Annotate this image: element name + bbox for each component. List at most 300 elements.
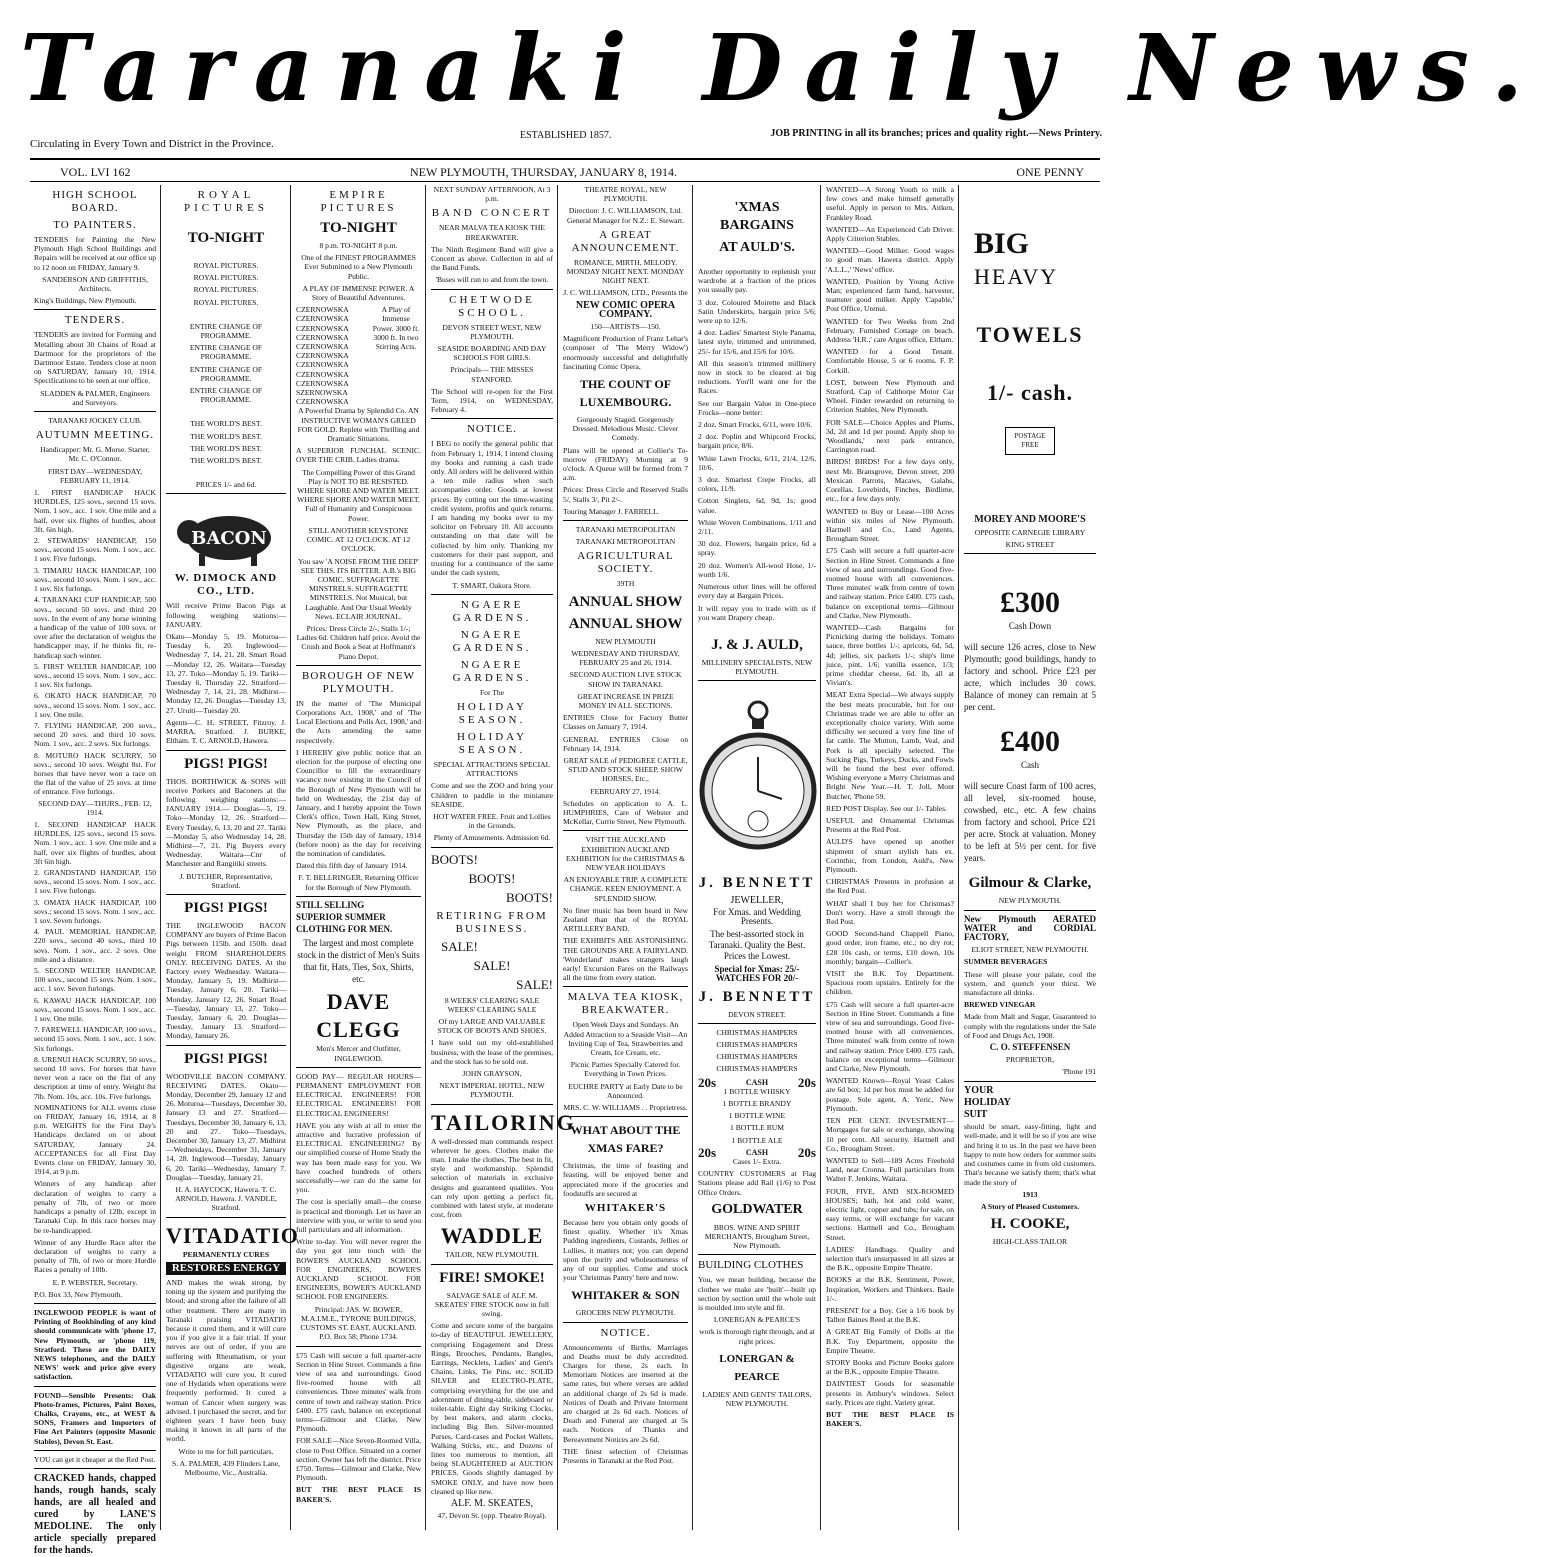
separator bbox=[431, 1104, 553, 1105]
separator bbox=[34, 1303, 156, 1304]
agricultural-society: AGRICULTURAL SOCIETY. bbox=[577, 550, 674, 576]
column-7 bbox=[822, 185, 958, 1530]
tailoring-text: A well-dressed man commands respect wherever he goes. Clothes make the man. I make the clothes. The best in fit, style and workmanship. Splendid selection of materials in exclusive designs and guaranteed qualities. You can rely upon getting a perfect fit, combined with latest style, at moderate cost, from bbox=[431, 1136, 553, 1220]
boots-line: BOOTS! bbox=[506, 889, 553, 905]
plans: Plans will be opened at Collier's To-morrow (FRIDAY) Morning at 9 o'clock. A Queue will be formed from 7 a.m. bbox=[563, 445, 688, 483]
superior-summer: SUPERIOR SUMMER bbox=[296, 912, 386, 922]
column-divider bbox=[692, 185, 693, 1530]
enjoyable-trip: AN ENJOYABLE TRIP. A COMPLETE CHANGE. KEEN ENJOYMENT. A SPLENDID SHOW. bbox=[563, 875, 688, 903]
classified-ad: VISIT the B.K. Toy Department. Spacious room upstairs. Entirely for the children. bbox=[826, 969, 954, 997]
principals: Principals— THE MISSES STANFORD. bbox=[450, 365, 534, 384]
czernowska-line: CZERNOWSKA bbox=[296, 323, 349, 333]
classified-ad: FOUR, FIVE, AND SIX-ROOMED HOUSES; bath, hot and cold water, electric light, copper and tubs; for sale, on easy terms, or will exchange for vacant sections. Hartnell and Co., Brougham Street. bbox=[826, 1186, 954, 1242]
race-item: 7. FLYING HANDICAP, 200 sovs., second 20 sovs. and third 10 sovs. Nom. 1 sov., acc. 2 sovs. Six furlongs. bbox=[34, 720, 156, 749]
greed: A Powerful Drama by Splendid Co. AN INSTRUCTIVE WOMAN'S GREED FOR GOLD. Replete with Thrilling and Dramatic Situations. bbox=[297, 406, 420, 444]
general-entries: GENERAL ENTRIES Close on February 14, 1914. bbox=[563, 734, 688, 753]
sale-line: SALE! bbox=[441, 938, 478, 954]
proprietor: PROPRIETOR, bbox=[1005, 1055, 1055, 1065]
whitaker-son: WHITAKER & SON bbox=[571, 1288, 680, 1303]
kings-buildings: King's Buildings, New Plymouth. bbox=[34, 296, 137, 306]
band-text: The Ninth Regiment Band will give a Concert as above. Collection in aid of the Band Funds. bbox=[431, 244, 553, 273]
best-assorted: The best-assorted stock in Taranaki. Quality the Best. Prices the Lowest. bbox=[708, 929, 806, 962]
classified-ad: WHAT shall I buy her for Christmas? Don't worry. Have a stroll through the Red Post. bbox=[826, 898, 954, 927]
cases-extra: Cases 1/- Extra. bbox=[732, 1156, 782, 1166]
race-item: 3. OMATA HACK HANDICAP, 100 sovs.; second 15 sovs. Nom. 1 sov., acc. 1 sov. Seven furlongs. bbox=[34, 897, 156, 925]
morey-moore: MOREY AND MOORE'S bbox=[974, 514, 1086, 526]
dave-clegg: DAVE CLEGG bbox=[316, 989, 401, 1043]
boots-line: BOOTS! bbox=[468, 870, 516, 886]
po-box: P.O. Box 33, New Plymouth. bbox=[34, 1289, 123, 1299]
royal-line: ROYAL PICTURES. bbox=[193, 297, 259, 307]
fire-smoke: FIRE! SMOKE! bbox=[439, 1269, 545, 1286]
classified-ad: LADIES' Handbags. Quality and selection that's unsurpassed in all sizes at the B.K., opposite Empire Theatre. bbox=[826, 1244, 954, 1273]
farm-text: will secure 126 acres, close to New Plymouth; good buildings, handy to factory and school. Price £23 per acre, which includes 30 cows. Balance of money can remain at 5 per cent. bbox=[964, 642, 1096, 713]
separator bbox=[296, 1346, 421, 1347]
towels-heading: TOWELS bbox=[976, 322, 1084, 347]
year-1913: 1913 bbox=[1022, 1189, 1038, 1199]
gilmour-clarke: Gilmour & Clarke, bbox=[968, 875, 1092, 892]
separator bbox=[431, 847, 553, 848]
holiday-season: HOLIDAY SEASON. bbox=[456, 700, 528, 726]
bakers: BUT THE BEST PLACE IS BAKER'S. bbox=[296, 1485, 421, 1504]
empire-pictures-heading: EMPIRE PICTURES bbox=[320, 189, 397, 214]
volume-number: VOL. LVI 162 bbox=[60, 165, 131, 179]
separator bbox=[166, 493, 286, 494]
race-item: 5. FIRST WELTER HANDICAP, 100 sovs., second 15 sovs. Nom. 1 sov., acc. 1 sov. Six furlongs. bbox=[34, 661, 156, 690]
hampers-line: CHRISTMAS HAMPERS bbox=[716, 1052, 798, 1062]
architects: SANDERSON AND GRIFFITHS, Architects. bbox=[42, 274, 148, 294]
separator bbox=[34, 309, 156, 310]
annual-show: ANNUAL SHOW bbox=[568, 593, 683, 610]
vinegar-text: Made from Malt and Sugar, Guaranteed to comply with the regulations under the Sale of Food and Drugs Act, 1908. bbox=[964, 1012, 1096, 1040]
established-line: ESTABLISHED 1857. bbox=[520, 130, 612, 141]
autumn-meeting: AUTUMN MEETING. bbox=[35, 429, 155, 442]
race-item: 2. STEWARDS' HANDICAP, 150 sovs., second 15 sovs. Nom. 1 sov., acc. 1 sov. Five furlongs. bbox=[34, 536, 156, 564]
clearing-sale: 8 WEEKS' CLEARING SALE WEEKS' CLEARING SALE bbox=[444, 995, 540, 1014]
staged: Gorgeously Staged. Gorgeously Dressed. Melodious Music. Clever Comedy. bbox=[572, 415, 679, 443]
classified-ad: BIRDS! BIRDS! For a few days only, next Mr. Bransgrove, Devon street, 200 Mexican Parrots, Macaws, Galahs, Corellas, Lovebirds, Finches, Birdlime, etc., for a few days only. bbox=[826, 457, 954, 504]
dimock-agents: Agents—C. H. STREET, Fitzroy. J. MARRA, Stratford. J. BURKE, Eltham. T. C. ARNOLD, Hawera. bbox=[166, 717, 286, 746]
aerated-water: New Plymouth AERATED WATER and CORDIAL FACTORY, bbox=[964, 913, 1096, 943]
chetwode-school: CHETWODE SCHOOL. bbox=[449, 293, 535, 319]
visit-auckland: VISIT THE AUCKLAND EXHIBITION AUCKLAND EXHIBITION for the CHRISTMAS & NEW YEAR HOLIDAYS bbox=[566, 835, 685, 872]
work-thorough: work is thorough right through, and at right prices. bbox=[699, 1327, 815, 1346]
sale-line: SALE! bbox=[516, 976, 553, 992]
waddle-heading: WADDLE bbox=[440, 1223, 544, 1249]
bacon-label: BACON bbox=[191, 528, 267, 550]
column-1 bbox=[30, 185, 160, 1556]
funchal: A SUPERIOR FUNCHAL SCENIC. OVER THE CRIB. Ladies drama. bbox=[296, 446, 421, 465]
heavy-heading: HEAVY bbox=[974, 264, 1059, 289]
auld-item: All this season's trimmed millinery now in stock to be cleared at big reductions. You'll want one for the Races. bbox=[698, 358, 816, 396]
separator bbox=[964, 1081, 1096, 1082]
metropolitan-line: TARANAKI METROPOLITAN bbox=[575, 525, 676, 535]
separator bbox=[296, 1067, 421, 1068]
feature: A PLAY OF IMMENSE POWER. A Story of Beautiful Adventures. bbox=[302, 283, 415, 303]
have-you: HAVE you any wish at all to enter the attractive and lucrative profession of ELECTRICAL ENGINEERING? By our simplified course of Home Study the way has been made easy for you. We have coached hundreds of others successfully—we can do the same for you. bbox=[296, 1120, 421, 1195]
bennett-heading: J. BENNETT bbox=[698, 874, 816, 891]
race-item: 4. TARANAKI CUP HANDICAP, 500 sovs., second 50 sovs. and third 20 sovs. In the event of any horse winning a handicap of the value of 100 sovs. or over after the declaration of weights the handicapper may, if he thinks fit, re-handicap such winner. bbox=[34, 595, 156, 660]
czernowska-line: CZERNOWSKA bbox=[296, 332, 349, 342]
cooke: H. COOKE, bbox=[990, 1216, 1070, 1233]
tailoring-heading: TAILORING bbox=[431, 1109, 576, 1135]
jj-auld: J. & J. AULD, bbox=[711, 636, 803, 653]
separator bbox=[563, 1322, 688, 1323]
tonight-heading: TO-NIGHT bbox=[320, 220, 397, 236]
race-item: 1. SECOND HANDICAP HACK HURDLES, 125 sovs., second 15 sovs. Nom. 1 sov., acc. 1 sov. One mile and a half, over six flights of hurdles, about 3ft 6in high. bbox=[34, 819, 156, 866]
czernowska-side: A Play of Immense Power. 3000 ft. 3000 ft. In two Stirring Acts. bbox=[372, 305, 420, 352]
new-comic-opera: NEW COMIC OPERA COMPANY. bbox=[575, 299, 676, 320]
newspaper-title: Taranaki Daily News. bbox=[20, 14, 1545, 122]
great-increase: GREAT INCREASE IN PRIZE MONEY IN ALL SECTIONS. bbox=[577, 691, 674, 710]
auld-item: 3 doz. Coloured Moirette and Black Satin Underskirts, bargain price 5/6; were up to 12/6. bbox=[698, 297, 816, 326]
woodville-agents: H. A. HAYCOCK, Hawera. T. C. ARNOLD, Hawera. J. VANDLE, Stratford. bbox=[175, 1185, 277, 1213]
price-400: £400 bbox=[1000, 725, 1060, 759]
classified-ad: £75 Cash will secure a full quarter-acre Section in Hine Street. Commands a fine view of sea and surroundings. Good five-roomed house with all conveniences. Three minutes' walk from centre of town and railway station. Price £400. £75 cash, balance on exceptional terms—Gilmour and Clarke, New Plymouth. bbox=[826, 999, 954, 1074]
column-6 bbox=[694, 185, 820, 1530]
tenders-heading: TENDERS. bbox=[64, 314, 126, 327]
first-day: FIRST DAY—WEDNESDAY, FEBRUARY 11, 1914. bbox=[47, 466, 143, 485]
czernowska-line: CZERNOWSKA bbox=[296, 314, 349, 324]
goldwater: GOLDWATER bbox=[711, 1201, 803, 1217]
jcw-presents: J. C. WILLIAMSON, LTD., Presents the bbox=[563, 288, 688, 298]
auld-item: 4 doz. Ladies' Smartest Style Panama, latest style, trimmed and untrimmed, 25/- for 15/6, and 15/6 for 10/6. bbox=[698, 328, 816, 356]
column-divider bbox=[958, 185, 959, 1530]
race-item: 4. PAUL MEMORIAL HANDICAP, 220 sovs., second 40 sovs., third 10 sovs. Nom. 1 sov., acc. 2 sovs. One mile and a distance. bbox=[34, 927, 156, 964]
separator bbox=[34, 411, 156, 412]
inglewood-bacon: THE INGLEWOOD BACON COMPANY are buyers of Prime Bacon Pigs between 115lb. and 150lb. dead weight FROM SHAREHOLDERS ONLY. RECEIVING DATES. At the Factory every Wednesday. Waitara—Monday, January 5, 19. Midhirst—Tuesday, January 6, 20. Tariki—Monday, January 12, 26. Smart Road—Tuesday, January 13, 27. Toko—Tuesday, January 6, 20. Douglas—Tuesday, January 13. Stratford—Monday, January 26. bbox=[166, 920, 286, 1041]
royal-line: ROYAL PICTURES. bbox=[193, 273, 259, 283]
pigs-rep: J. BUTCHER, Representative, Stratford. bbox=[179, 871, 273, 890]
notice-heading: NOTICE. bbox=[600, 1326, 651, 1339]
classified-ad: PRESENT for a Boy. Get a 1/6 book by Talbot Baines Reed at the B.K. bbox=[826, 1305, 954, 1325]
tenders-notice: TENDERS are invited for Forming and Metalling about 30 Chains of Road at Dartmoor for the proprietors of the Dartmoor Estate. Tenders close at noon on SATURDAY, January 10, 1914. Specifications to be seen at our office. bbox=[34, 330, 156, 386]
compelling: The Compelling Power of this Grand Play is NOT TO BE RESISTED. WHERE SHORE AND WATER MEET. WHERE SHORE AND WATER MEET. Full of Humanity and Conspicuous Power. bbox=[297, 467, 420, 523]
royal-line: ROYAL PICTURES. bbox=[193, 261, 259, 270]
change-line: ENTIRE CHANGE OF PROGRAMME. bbox=[189, 321, 263, 341]
romance: ROMANCE, MIRTH, MELODY. MONDAY NIGHT NEXT. MONDAY NIGHT NEXT. bbox=[566, 257, 685, 286]
lonergan-pearce: LONERGAN & PEARCE'S bbox=[713, 1315, 801, 1325]
dimock-text: Will receive Prime Bacon Pigs at following weighing stations:— JANUARY. bbox=[166, 601, 286, 629]
hamper-cash: CASH bbox=[745, 1077, 769, 1087]
waddle-sub: TAILOR, NEW PLYMOUTH. bbox=[445, 1250, 539, 1260]
separator bbox=[431, 594, 553, 595]
separator bbox=[34, 1468, 156, 1469]
jeweller: JEWELLER, bbox=[730, 894, 784, 906]
brewed-vinegar: BREWED VINEGAR bbox=[964, 1000, 1036, 1010]
bakers: BUT THE BEST PLACE IS BAKER'S. bbox=[826, 1409, 954, 1429]
column-divider bbox=[557, 185, 558, 1530]
dave-clegg-sub: Men's Mercer and Outfitter, INGLEWOOD. bbox=[316, 1044, 401, 1063]
fire-text: Come and secure some of the bargains to-day of BEAUTIFUL JEWELLERY, comprising Engagement and Dress Rings, Brooches, Pendants, Bangles, Earrings, Necklets, Ladies' and Gent's Chains, Links, Tie Pins, etc. SOLID SILVER and ELECTRO-PLATE, comprising everything for the use and adornment of dining-table, sideboard or toilet-table. Eight day Striking Clocks, by best makers, and alarm clocks, including Big Ben. Silver-mounted Purses, Card-cases and Pocket Wallets, Walking Sticks, etc., and Dozens of lines too numerous to mention, all being SLAUGHTERED at AUCTION PRICES. Goods slightly damaged by SMOKE ONLY, and have now been cleaned up like new. bbox=[431, 1321, 553, 1496]
borough-dated: Dated this fifth day of January 1914. bbox=[296, 861, 408, 871]
column-4 bbox=[427, 185, 576, 1530]
race-item: 8. MOTURO HACK SCURRY, 50 sovs., second 10 sovs. Weight 8st. For horses that have never won a race on the flat of the value of 25 sovs. at time of entrance. Five furlongs. bbox=[34, 750, 156, 797]
no-finer: No finer music has been heard in New Zealand than that of the ROYAL ARTILLERY BAND. bbox=[563, 905, 688, 934]
classified-ad: WANTED for Two Weeks from 2nd February, Furnished Cottage on beach. Address 'H.R.,' care Argus office, Eltham. bbox=[826, 316, 954, 345]
postage-free: POSTAGE FREE bbox=[1005, 427, 1055, 455]
best-line: THE WORLD'S BEST. bbox=[190, 456, 262, 466]
classified-ad: AULD'S have opened up another shipment of smart stylish hats ex. Corinthic, from London, Auld's, New Plymouth. bbox=[826, 837, 954, 875]
near-malva: NEAR MALVA TEA KIOSK THE BREAKWATER. bbox=[438, 223, 546, 242]
keystone: STILL ANOTHER KEYSTONE COMIC. AT 12 O'CLOCK. AT 12 O'CLOCK. bbox=[306, 525, 411, 554]
auld-item: 2 doz. Smart Frocks, 6/11, were 10/6. bbox=[698, 420, 813, 430]
dimock-heading: W. DIMOCK AND CO., LTD. bbox=[174, 572, 278, 598]
summer-beverages: SUMMER BEVERAGES bbox=[964, 957, 1048, 967]
race-list-day-1 bbox=[34, 488, 156, 797]
masthead-rule-top bbox=[30, 158, 1100, 160]
czernowska-line: CZERNOWSKA bbox=[296, 397, 349, 407]
vitadatio-text: AND makes the weak strong, by toning up the system and purifying the blood; and strong after the failure of all other treatment. There are many in Taranaki praising VITADATIO because it cured them, and it will cure you if you give it a fair trial. If your nerves are out of order, if you are suffering with Rheumatism, or your digestive organs are weak, VITADATIO will cure you. It cured one of Hydatids when operations were frequently performed. It cured a woman of Cancer when surgery was advised. I purchased the secret, and for eighteen years I have been busy making it known in all parts of the world. bbox=[166, 1278, 286, 1444]
your: YOUR bbox=[964, 1084, 994, 1096]
nominations: NOMINATIONS for ALL events close on FRIDAY, January 16, 1914, at 8 p.m. WEIGHTS for the First Day's Handicaps declared on or about SATURDAY, January 24. ACCEPTANCES for all First Day Events close on FRIDAY, January 30, 1914, at 9 p.m. bbox=[34, 1102, 156, 1177]
whitakers: WHITAKER'S bbox=[584, 1202, 667, 1215]
king-street: KING STREET bbox=[1005, 539, 1055, 549]
ngaere-line: NGAERE GARDENS. bbox=[452, 658, 532, 684]
hamper-cash: CASH bbox=[745, 1147, 769, 1157]
schedules: Schedules on application to A. L. HUMPHRIES, Care of Webster and McKellar, Currie Street, New Plymouth. bbox=[563, 798, 688, 827]
classified-ad: USEFUL and Ornamental Christmas Presents at the Red Post. bbox=[826, 816, 954, 835]
finest-selection: THE finest selection of Christmas Presents in Taranaki at the Red Post. bbox=[563, 1446, 688, 1466]
39th: 39TH bbox=[616, 579, 635, 589]
royal-line: ROYAL PICTURES. bbox=[193, 285, 259, 295]
great-announcement: A GREAT ANNOUNCEMENT. bbox=[571, 228, 680, 254]
separator bbox=[431, 418, 553, 419]
grayson-address: NEXT IMPERIAL HOTEL, NEW PLYMOUTH. bbox=[439, 1081, 545, 1100]
dimock-list: Okato—Monday 5, 19. Moturoa—Tuesday 6, 20. Inglewood—Wednesday 7, 14, 21, 28. Smart Road—Monday 12, 26. Waitara—Tuesday 13, 27. Toko—Monday 5, 19. Tariki—Tuesday 6, Thursday 22. Stratford—Wednesday 7, 14, 21, 28. Midhirst—Monday 12, 26. Douglas—Tuesday 13, 27. Uruiti—Tuesday 20. bbox=[166, 632, 286, 715]
separator bbox=[166, 1045, 286, 1046]
great-sale: GREAT SALE of PEDIGREE CATTLE, STUD AND STOCK SHEEP, SHOW HORSES, Etc., bbox=[563, 755, 688, 784]
race-item: 6. OKATO HACK HANDICAP, 70 sovs., second 15 sovs. Nom. 1 sov., acc. 1 sov. One mile. bbox=[34, 691, 156, 719]
special-watches: Special for Xmas: 25/- WATCHES FOR 20/- bbox=[714, 964, 800, 984]
classified-ad: WANTED—Cash Bargains for Picnicking during the holidays. Tomato sauce, three bottles 1/-; apricots, 6d, 5d, 4d; jellies, six packets 1/-; ship's lime juice, pint, 1/6; vanilla essence, 1/3; prime cheddar cheese, 6d. lb, all at Vivian's. bbox=[826, 622, 954, 688]
race-item: 3. TIMARU HACK HANDICAP, 100 sovs., second 10 sovs. Nom. 1 sov., acc. 1 sov. Six furlongs. bbox=[34, 565, 156, 594]
noise: You saw 'A NOISE FROM THE DEEP' SEE THIS. ITS BETTER. A.B.'s BIG COMIC. SUFFRAGETTE MINSTRELS. SUFFRAGETTE MINSTRELS. Not Musical, but Laughable. And Our Usual Weekly News. ECLAIR JOURNAL. bbox=[298, 556, 419, 621]
for-xmas: For Xmas. and Wedding Presents. bbox=[713, 906, 801, 926]
race-item: 7. FAREWELL HANDICAP, 100 sovs., second 15 sovs. Nom. 1 sov., acc. 1 sov. Six furlongs. bbox=[34, 1025, 156, 1053]
buses: 'Buses will run to and from the town. bbox=[435, 275, 549, 285]
column-2 bbox=[162, 185, 299, 1530]
hamper-price: 20s bbox=[698, 1144, 717, 1160]
pigs-heading: PIGS! PIGS! bbox=[184, 755, 268, 772]
cash-label: Cash bbox=[1021, 760, 1039, 771]
largest-stock: The largest and most complete stock in the district of Men's Suits that fit, Hats, Ties, Sox, Shirts, etc. bbox=[297, 938, 420, 985]
classified-ad: A GREAT Big Family of Dolls at the B.K. Toy Department, opposite the Empire Theatre. bbox=[826, 1327, 954, 1355]
separator bbox=[563, 1116, 688, 1117]
times: 8 p.m. TO-NIGHT 8 p.m. bbox=[319, 241, 398, 250]
sold-out: I have sold out my old-established business, with the lease of the premises, and the stock has to be sold out. bbox=[431, 1038, 553, 1066]
hampers-line: CHRISTMAS HAMPERS bbox=[716, 1027, 798, 1037]
engineers: SLADDEN & PALMER, Engineers and Surveyors. bbox=[40, 388, 150, 407]
borough-heading: BOROUGH OF NEW PLYMOUTH. bbox=[302, 669, 415, 695]
found-presents: FOUND—Sensible Presents: Oak Photo-frames, Pictures, Paint Boxes, Chalks, Crayons, etc., at WEST & SONS, Framers and Importers of Fine Art Painters (opposite Masonic Stables), Devon St. East. bbox=[34, 1390, 156, 1446]
school-heading: HIGH SCHOOL BOARD. bbox=[52, 189, 138, 214]
xmas-bargains: 'XMAS BARGAINS bbox=[720, 200, 794, 233]
hamper-item: 1 BOTTLE WHISKY bbox=[723, 1086, 791, 1096]
classified-ad: STORY Books and Picture Books galore at the B.K., opposite Empire Theatre. bbox=[826, 1357, 954, 1377]
race-item: 8. URENUI HACK SCURRY, 50 sovs., second 10 sovs. For horses that have never won a race on the flat of any description at time of entry. Weight 8st 7lb. Nom. 10s, acc. 10s. Five furlongs. bbox=[34, 1054, 156, 1101]
retiring: RETIRING FROM BUSINESS. bbox=[436, 909, 548, 935]
returning-officer: F. T. BELLRINGER, Returning Officer for the Borough of New Plymouth. bbox=[298, 873, 419, 892]
second-day: SECOND DAY—THURS., FEB. 12, 1914. bbox=[38, 798, 152, 817]
live-stock: SECOND AUCTION LIVE STOCK SHOW IN TARANAKI. bbox=[569, 670, 682, 689]
vitadatio-sub: PERMANENTLY CURES bbox=[182, 1249, 270, 1259]
borough-text: IN the matter of 'The Municipal Corporations Act, 1908,' and of 'The Local Elections and Polls Act, 1908,' and the Acts amending the same respectively. bbox=[296, 698, 421, 745]
big-heading: BIG bbox=[974, 227, 1030, 260]
masthead-rule-bottom bbox=[30, 181, 1100, 182]
notice-text: Announcements of Births, Marriages and Deaths must be duly accredited. Charges for these, 2s each. In Memoriam Notices are inserted at the same rates, but where verses are added an additional charge of 2s 6d is made. Notices of Death and Private Interment are charged at 2s 6d each. Notices of Death and Funeral are charged at 5s each. Notices of Thanks and Bereavement Notices are 2s 6d. bbox=[563, 1342, 688, 1444]
czernowska-list bbox=[296, 305, 371, 406]
towels-cash: 1/- cash. bbox=[987, 380, 1073, 405]
column-divider bbox=[820, 185, 821, 1530]
write-today: Write to-day. You will never regret the day you got into touch with the BOWER'S AUCKLAND SCHOOL FOR ENGINEERS, BOWER'S AUCKLAND SCHOOL FOR ENGINEERS, BOWER'S AUCKLAND SCHOOL FOR ENGINEERS. bbox=[296, 1237, 421, 1302]
change-line: ENTIRE CHANGE OF PROGRAMME. bbox=[189, 386, 263, 405]
building-clothes: BUILDING CLOTHES bbox=[698, 1259, 804, 1272]
whitaker-text: Because here you obtain only goods of finest quality. Whether it's Xmas Pudding ingredients, Custards, Jellies or Lollies, it matters not; you can depend upon the purity and wholesomeness of any of our supplies. Come and stock your 'Christmas Pantry' here and now. bbox=[563, 1218, 688, 1283]
classified-ad: £75 Cash will secure a full quarter-acre Section in Hine Street. Commands a fine view of sea and surroundings. Good five-roomed house with all conveniences. Three minutes' walk from centre of town and railway station. Price £400. £75 cash, balance on exceptional terms—Gilmour and Clarke, New Plymouth. bbox=[826, 546, 954, 620]
column-8 bbox=[960, 185, 1100, 1530]
theatre-prices: Prices: Dress Circle and Reserved Stalls 5/, Stalls 3/, Pit 2/-. bbox=[563, 485, 688, 504]
cooke-sub: HIGH-CLASS TAILOR bbox=[992, 1237, 1068, 1247]
classified-ad: BOOKS at the B.K. Sentiment, Power, Inspiration, Workers and Thinkers. Basle 1/-. bbox=[826, 1275, 954, 1303]
empire-prices: Prices: Dress Circle 2/-, Stalls 1/-; Ladies 6d. Children half price. Avoid the Crush and Book a Seat at Hoffmann's Piano Depot. bbox=[296, 623, 421, 661]
classified-ad: WANTED—Good Milker. Good wages to good man. Hawera district. Apply 'A.L.L.,' 'News' office. bbox=[826, 246, 954, 274]
ngaere-line: NGAERE GARDENS. bbox=[452, 628, 532, 654]
at-aulds: AT AULD'S. bbox=[719, 240, 795, 255]
borough-notice: I HEREBY give public notice that an election for the purpose of electing one Councillor to fill the extraordinary vacancy now existing in the Council of the Borough of New Plymouth will be held on Wednesday, the 21st day of January, and I hereby appoint the Town Clerk's office, Town Hall, King Street, New Plymouth, as the place, and Thursday the 15th day of January, 1914 (before noon) as the day for receiving the nomination of candidates. bbox=[296, 747, 421, 858]
pigs-heading: PIGS! PIGS! bbox=[184, 1050, 268, 1067]
metropolitan-line: TARANAKI METROPOLITAN bbox=[575, 537, 676, 547]
best-line: THE WORLD'S BEST. bbox=[190, 419, 262, 429]
tonight-heading: TO-NIGHT bbox=[187, 230, 265, 246]
vitadatio-heading: VITADATIO bbox=[166, 1222, 299, 1248]
notice-text: I BEG to notify the general public that from February 1, 1914, I intend closing my books and running a cash trade only. All orders will be delivered within a ten mile radius when such accompanies order. Goods at lowest prices. By cutting out the time-wasting credit system, profits and quick returns. I am handing my books over to my solicitor on February 10. All accounts outstanding on that date will be collected by him only. Thanking my customers for their past support, and trusting for a continuance of the same under the cash system, bbox=[431, 439, 553, 578]
hampers-line: CHRISTMAS HAMPERS bbox=[716, 1039, 798, 1049]
course-cost: The cost is specially small—the course is practical and thorough. Let us have an interview with you, or write to send you full particulars and all information. bbox=[296, 1197, 421, 1235]
new-plymouth: NEW PLYMOUTH bbox=[595, 636, 656, 646]
zoo: Come and see the ZOO and bring your Children to paddle in the miniature SEASIDE. bbox=[431, 781, 553, 809]
for-the: For The bbox=[479, 687, 505, 697]
of-my-stock: Of my LARGE AND VALUABLE STOCK OF BOOTS AND SHOES. bbox=[437, 1016, 547, 1036]
skeates-address: 47, Devon St. (opp. Theatre Royal). bbox=[437, 1511, 547, 1521]
column-3 bbox=[292, 185, 425, 1530]
annual-show: ANNUAL SHOW bbox=[568, 615, 683, 632]
best-line: THE WORLD'S BEST. bbox=[190, 431, 262, 441]
classified-ad: WANTED to Buy or Lease—100 Acres within six miles of New Plymouth. Hartnell and Co., Land Agents, Brougham Street. bbox=[826, 506, 954, 544]
auld-item: Cotton Singlets, 6d, 9d, 1s; good value. bbox=[698, 496, 816, 515]
still-selling: STILL SELLING bbox=[296, 899, 365, 910]
cash-down: Cash Down bbox=[1008, 621, 1052, 632]
xmas-fare: WHAT ABOUT THE XMAS FARE? bbox=[570, 1123, 681, 1156]
lonergan-pearce-heading: LONERGAN & PEARCE bbox=[719, 1352, 795, 1383]
auld-item: White Woven Combinations, 1/11 and 2/11. bbox=[698, 517, 816, 537]
pigs-text: THOS. BORTHWICK & SONS will receive Porkers and Baconers at the following weighing stations:— JANUARY 1914.— Douglas—5, 19. Toko—Monday 12, 26. Stratford—Every Tuesday, 6, 13, 20 and 27. Tariki—Monday 5, also Wednesday 14, 28. Midhirst—7, 21. Pig Buyers every Wednesday. Waitara—Cnr of Manchester and Rangitiki streets. bbox=[166, 776, 286, 869]
xmas-text: Christmas, the time of feasting and feasting, will be enjoyed better and appreciated more if the groceries and foodstuffs are secured at bbox=[563, 1161, 688, 1198]
devon-street: DEVON STREET WEST, NEW PLYMOUTH. bbox=[442, 322, 542, 341]
clothing-for-men: CLOTHING FOR MEN. bbox=[296, 924, 393, 935]
job-printing-line: JOB PRINTING in all its branches; prices and quality right.—News Printery. bbox=[770, 128, 1102, 139]
separator bbox=[964, 553, 1096, 554]
opposite-library: OPPOSITE CARNEGIE LIBRARY bbox=[974, 527, 1086, 537]
auld-item: 3 doz. Smartest Crepe Frocks, all colors, 11/9. bbox=[698, 475, 816, 494]
red-post: YOU can get it cheaper at the Red Post. bbox=[34, 1454, 156, 1464]
show-dates: WEDNESDAY AND THURSDAY, FEBRUARY 25 and 26, 1914. bbox=[571, 648, 680, 668]
czernowska-line: CZERNOWSKA bbox=[296, 351, 349, 361]
auld-item: 20 doz. Women's All-wool Hose, 1/- worth 1/6. bbox=[698, 560, 816, 579]
auld-intro: Another opportunity to replenish your wardrobe at a fraction of the prices you usually pay. bbox=[698, 267, 816, 295]
classified-ad: WANTED for a Good Tenant. Comfortable House, 5 or 6 rooms. F. P. Corkill. bbox=[826, 347, 954, 375]
classified-ad: CHRISTMAS Presents in profusion at the Red Post. bbox=[826, 877, 954, 896]
picnic: Picnic Parties Specially Catered for. Everything in Town Prices. bbox=[570, 1060, 681, 1079]
painters-heading: TO PAINTERS. bbox=[53, 219, 137, 231]
for-sale-villa: FOR SALE—Nice Seven-Roomed Villa, close to Post Office. Situated on a corner section. Owner has left the district. Price £750. Terms—Gilmour and Clarke, New Plymouth. bbox=[296, 1436, 421, 1483]
milliners: MILLINERY SPECIALISTS, NEW PLYMOUTH. bbox=[701, 657, 813, 677]
holiday: HOLIDAY bbox=[964, 1096, 1011, 1108]
race-item: 5. SECOND WELTER HANDICAP, 100 sovs., second 15 sovs. Nom. 1 sov., acc. 1 sov. Seven furlongs. bbox=[34, 966, 156, 994]
touring-manager: Touring Manager J. FARRELL. bbox=[563, 506, 660, 516]
jockey-club: TARANAKI JOCKEY CLUB. bbox=[48, 416, 142, 426]
masthead bbox=[0, 0, 1545, 185]
separator bbox=[34, 1386, 156, 1387]
cash-75: £75 Cash will secure a full quarter-acre Section in Hine Street. Commands a fine view of sea and surroundings. Good five-roomed house with all conveniences. Three minutes' walk from centre of town and railway station. Price £400. £75 cash, balance on exceptional terms—Gilmour and Clarke, New Plymouth. bbox=[296, 1350, 421, 1434]
hamper-item: 1 BOTTLE ALE bbox=[731, 1135, 783, 1145]
winners: Winners of any handicap after declaration of weights to carry a penalty of 7lb, of two or more handicaps a penalty of 12lb, except in Taranaki Cup. In this race horses may be re-handicapped. bbox=[34, 1179, 156, 1235]
school-reopen: The School will re-open for the First Term, 1914, on WEDNESDAY, February 4. bbox=[431, 386, 553, 415]
fire-sub: SALVAGE SALE of ALF. M. SKEATES' FIRE STOCK now in full swing. bbox=[434, 1290, 550, 1318]
column-5 bbox=[559, 185, 692, 1530]
czernowska-line: SZERNOWSKA bbox=[296, 388, 348, 398]
malva-kiosk: MALVA TEA KIOSK, BREAKWATER. bbox=[567, 991, 684, 1017]
auld-item: See our Bargain Value in One-piece Frocks—none better: bbox=[698, 398, 816, 417]
circulation-line: Circulating in Every Town and District in the Province. bbox=[30, 138, 274, 150]
czernowska-line: CZERNOWSKA bbox=[296, 305, 349, 315]
hamper-price: 20s bbox=[797, 1144, 816, 1160]
magnificent: Magnificent Production of Franz Lehar's (composer of 'The Merry Widow') enormously successful and delightfully fascinating Comic Opera, bbox=[563, 334, 688, 371]
czernowska-line: CZERNOWSKA bbox=[296, 369, 349, 379]
classified-ad: WANTED to Sell—189 Acres Freehold Land, near Cronna. Full particulars from Walter F. Jenkins, Waitara. bbox=[826, 1155, 954, 1184]
seaside-schools: SEASIDE BOARDING AND DAY SCHOOLS FOR GIRLS. bbox=[437, 344, 547, 363]
hamper-item: 1 BOTTLE WINE bbox=[728, 1111, 786, 1121]
country-customers: COUNTRY CUSTOMERS at Flag Stations please add Rail (1/6) to Post Office Orders. bbox=[698, 1169, 816, 1197]
race-list-day-2 bbox=[34, 820, 156, 1101]
classified-ad: WANTED—An Experienced Cab Driver. Apply Criterion Stables. bbox=[826, 224, 954, 244]
boots-line: BOOTS! bbox=[431, 851, 478, 867]
separator bbox=[563, 830, 688, 831]
suit: SUIT bbox=[964, 1109, 988, 1121]
classified-ad: WANTED—A Strong Youth to milk a few cows and make himself generally useful. Apply in person to Mrs. Aitken, Frankley Road. bbox=[826, 185, 954, 222]
separator bbox=[563, 520, 688, 521]
separator bbox=[34, 1450, 156, 1451]
pleased-customers: A Story of Pleased Customers. bbox=[980, 1201, 1080, 1211]
column-divider bbox=[425, 185, 426, 1530]
price: ONE PENNY bbox=[1016, 165, 1084, 179]
best-line: THE WORLD'S BEST. bbox=[190, 443, 262, 453]
auld-item: 30 doz. Flowers, bargain price, 6d a spray. bbox=[698, 539, 816, 558]
race-item: 2. GRANDSTAND HANDICAP, 150 sovs., second 15 sovs. Nom. 1 sov., acc. 1 sov. Five furlongs. bbox=[34, 867, 156, 896]
tailors: LADIES' AND GENTS' TAILORS, NEW PLYMOUTH. bbox=[702, 1389, 812, 1409]
auld-pay: It will repay you to trade with us if you want Drapery cheap. bbox=[698, 603, 816, 622]
separator bbox=[964, 910, 1096, 911]
separator bbox=[296, 896, 421, 897]
winner-hurdle: Winner of any Hurdle Race after the declaration of weights to carry a penalty of 7lb, of two or more Hurdle Races a penalty of 10lb. bbox=[34, 1237, 156, 1275]
hamper-item: 1 BOTTLE BRANDY bbox=[722, 1098, 792, 1108]
entries: ENTRIES Close for Factory Butter Classes on January 7, 1914. bbox=[563, 713, 688, 732]
special-attractions: SPECIAL ATTRACTIONS SPECIAL ATTRACTIONS bbox=[433, 759, 551, 779]
race-item: 1. FIRST HANDICAP HACK HURDLES, 125 sovs., second 15 sovs. Nom. 1 sov., acc. 1 sov. One mile and a half, over six flights of hurdles, about 3ft. 6in high. bbox=[34, 488, 156, 534]
band-concert: BAND CONCERT bbox=[431, 207, 553, 220]
amusements: Plenty of Amusements. Admission 6d. bbox=[433, 833, 551, 843]
gilmour-sub: NEW PLYMOUTH. bbox=[998, 896, 1062, 906]
